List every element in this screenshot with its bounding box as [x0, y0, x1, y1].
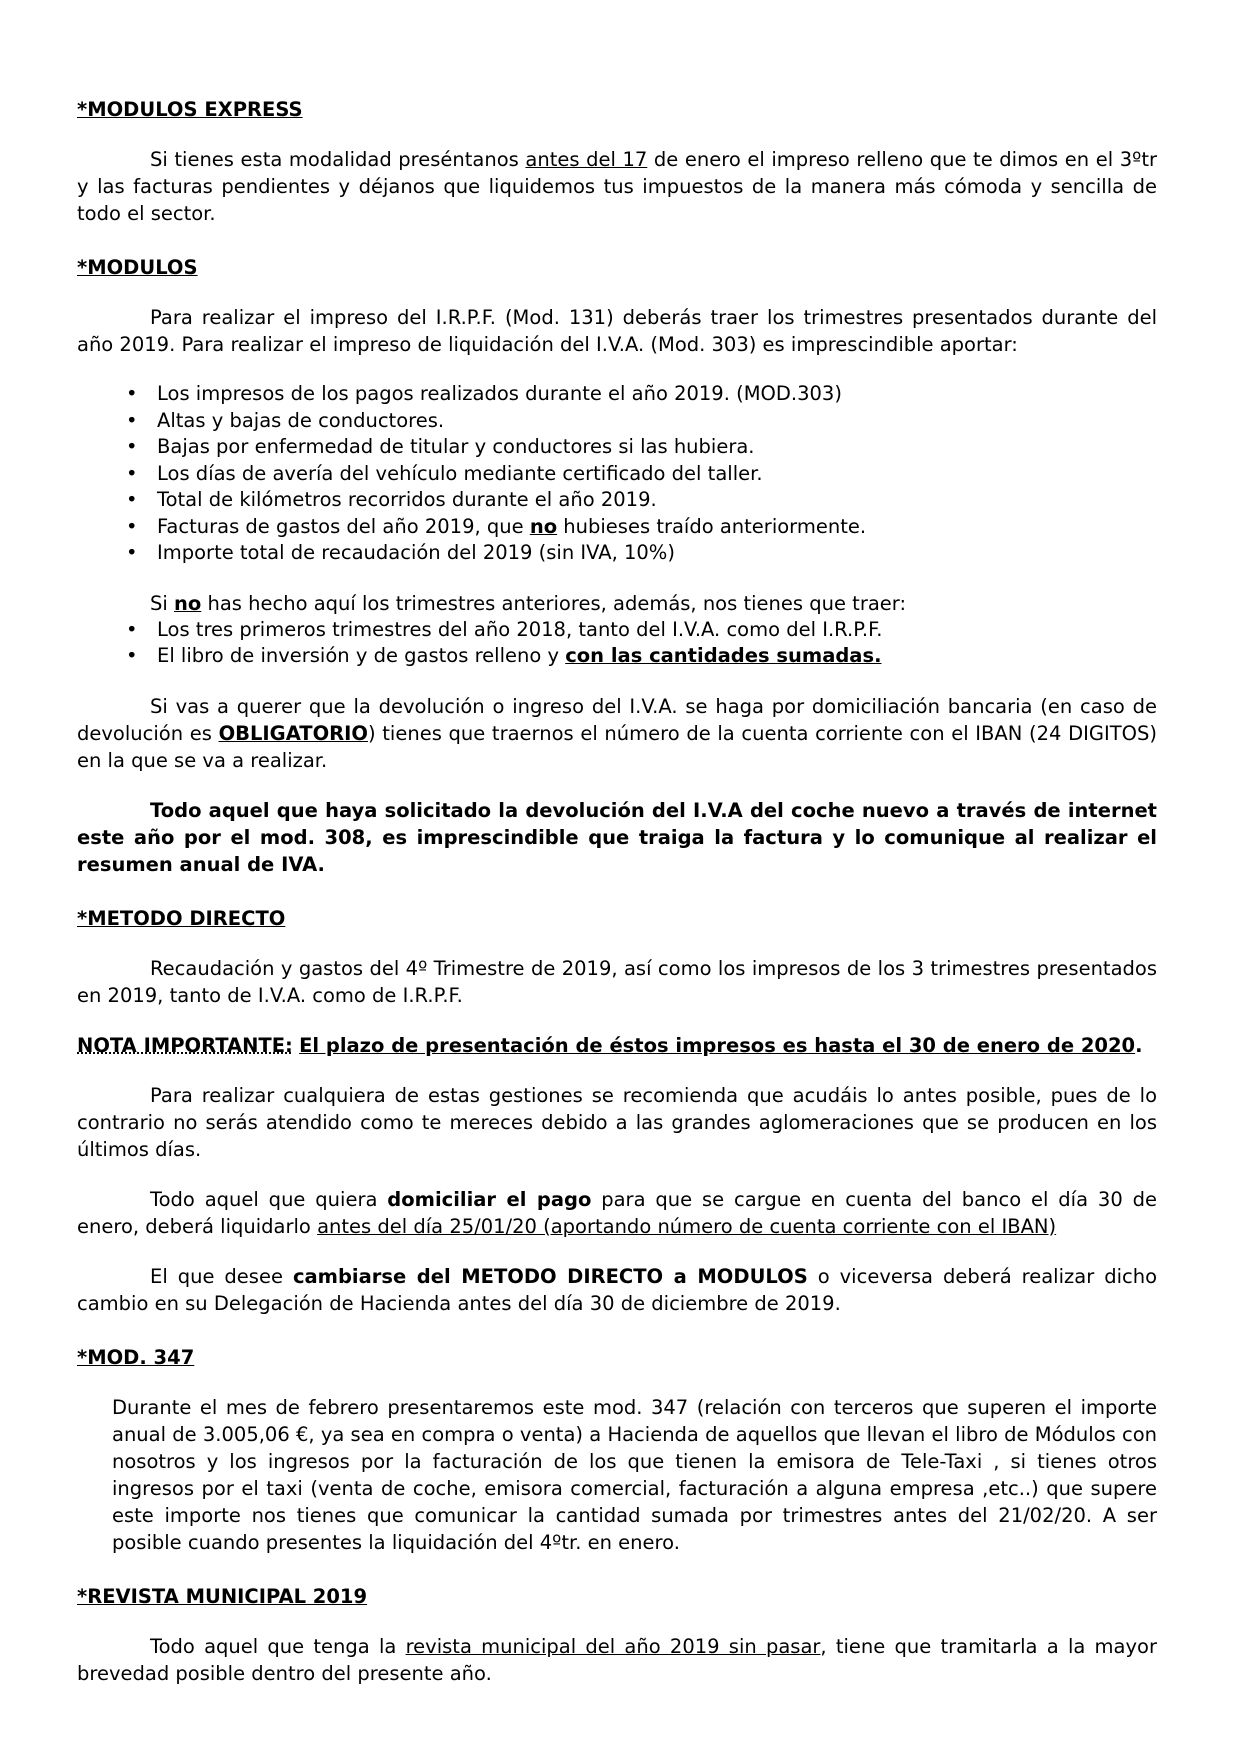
payment-domiciliation-paragraph	[77, 1186, 1157, 1240]
underlined-revista: revista municipal del año 2019 sin pasar	[405, 1634, 821, 1658]
extra-requirements-list	[77, 617, 1157, 670]
list-item-text: Total de kilómetros recorridos durante el año 2019.	[157, 488, 657, 511]
mod-308-notice: Todo aquel que haya solicitado la devolución del I.V.A del coche nuevo a través de internet este año por el mod. 308, es imprescindible que traiga la factura y lo comunique al realizar el resumen anual de IVA.	[77, 798, 1157, 876]
text-run: Si tienes esta modalidad preséntanos	[150, 148, 526, 171]
list-item	[77, 540, 1157, 567]
list-item-text: Bajas por enfermedad de titular y conductores si las hubiera.	[157, 435, 755, 458]
emphasis-domiciliar: domiciliar el pago	[387, 1187, 592, 1211]
change-method-paragraph	[77, 1263, 1157, 1317]
bullet-icon: •	[126, 514, 138, 538]
previous-quarters-paragraph	[77, 590, 1157, 617]
text-run: Todo aquel que tenga la	[150, 1634, 406, 1658]
directo-paragraph: Recaudación y gastos del 4º Trimestre de 2019, así como los impresos de los 3 trimestres presentados en 2019, tanto de I.V.A. como de I.R.P.F.	[77, 956, 1157, 1007]
list-item	[77, 461, 1157, 488]
bullet-icon: •	[126, 382, 138, 405]
text-run: El libro de inversión y de gastos relleno y	[157, 644, 566, 667]
emphasis-summed-amounts: con las cantidades sumadas.	[565, 644, 882, 667]
emphasis-obligatorio: OBLIGATORIO	[218, 721, 368, 745]
modulos-intro-paragraph: Para realizar el impreso del I.R.P.F. (Mod. 131) deberás traer los trimestres presentados durante del año 2019. Para realizar el impreso de liquidación del I.V.A. (Mod. 303) es imprescindible aportar:	[77, 306, 1157, 356]
text-run: El que desee	[150, 1264, 293, 1288]
bank-domiciliation-paragraph	[77, 693, 1157, 774]
list-item	[77, 643, 1157, 670]
list-item	[77, 514, 1157, 541]
text-run: Si vas a querer que la devolución o ingreso del I.V.A. se haga por domiciliación bancaria (en caso de devolución es	[77, 694, 1157, 745]
list-item	[77, 434, 1157, 461]
text-run: hubieses traído anteriormente.	[557, 514, 867, 538]
section-heading-modulos: *MODULOS	[77, 256, 198, 279]
underlined-deadline: antes del día 25/01/20 (aportando número de cuenta corriente con el IBAN)	[317, 1214, 1057, 1238]
text-run: , tiene que tramitarla a la mayor brevedad posible dentro del presente año.	[77, 1634, 1157, 1685]
list-item	[77, 408, 1157, 435]
list-item-text: Altas y bajas de conductores.	[157, 408, 445, 432]
recommendation-paragraph: Para realizar cualquiera de estas gestiones se recomienda que acudáis lo antes posible, pues de lo contrario no serás atendido como te mereces debido a las grandes aglomeraciones que se producen en los últimos días.	[77, 1083, 1157, 1161]
text-run: ) tienes que traernos el número de la cuenta corriente con el IBAN (24 DIGITOS) en la que se va a realizar.	[77, 721, 1157, 772]
bullet-icon: •	[126, 617, 138, 641]
bullet-icon: •	[126, 461, 138, 485]
underlined-deadline: antes del 17	[525, 148, 648, 171]
bullet-icon: •	[126, 435, 138, 458]
document-page	[77, 96, 1157, 1687]
list-item	[77, 381, 1157, 408]
section-heading-mod-347: *MOD. 347	[77, 1345, 195, 1369]
section-heading-modulos-express: *MODULOS EXPRESS	[77, 98, 303, 121]
text-run: de enero el impreso relleno que te dimos en el 3ºtr y las facturas pendientes y déjanos que liquidemos tus impuestos de la manera más cómoda y sencilla de todo el sector.	[77, 148, 1157, 225]
section-heading-metodo-directo: *METODO DIRECTO	[77, 906, 286, 930]
list-item	[77, 487, 1157, 514]
text-run: has hecho aquí los trimestres anteriores, además, nos tienes que traer:	[201, 591, 907, 615]
list-item-text: Los días de avería del vehículo mediante certificado del taller.	[157, 461, 763, 485]
bullet-icon: •	[126, 408, 138, 432]
list-item-text: Los tres primeros trimestres del año 2018, tanto del I.V.A. como del I.R.P.F.	[157, 617, 883, 641]
text-run: Si	[150, 591, 174, 615]
section-heading-revista-municipal: *REVISTA MUNICIPAL 2019	[77, 1584, 368, 1608]
emphasis-no: no	[529, 514, 558, 538]
important-note	[77, 1032, 1157, 1059]
list-item	[77, 617, 1157, 644]
text-run: .	[1135, 1033, 1143, 1057]
text-run: Facturas de gastos del año 2019, que	[157, 514, 530, 538]
emphasis-change-method: cambiarse del METODO DIRECTO a MODULOS	[292, 1264, 808, 1288]
bullet-icon: •	[126, 541, 138, 564]
text-run: Todo aquel que quiera	[150, 1187, 388, 1211]
text-run: para que se cargue en cuenta del banco el día 30 de enero, deberá liquidarlo	[77, 1187, 1157, 1238]
bullet-icon: •	[126, 644, 138, 667]
note-label: NOTA IMPORTANTE:	[77, 1033, 293, 1057]
mod-347-paragraph: Durante el mes de febrero presentaremos este mod. 347 (relación con terceros que superen el importe anual de 3.005,06 €, ya sea en compra o venta) a Hacienda de aquellos que llevan el libro de Módulos con nosotros y los ingresos por la facturación de los que tienen la emisora de Tele-Taxi , si tienes otros ingresos por el taxi (venta de coche, emisora comercial, facturación a alguna empresa ,etc..) que supere este importe nos tienes que comunicar la cantidad sumada por trimestres antes del 21/02/20. A ser posible cuando presentes la liquidación del 4ºtr. en enero.	[112, 1395, 1157, 1554]
list-item-text: Los impresos de los pagos realizados durante el año 2019. (MOD.303)	[157, 382, 842, 405]
requirements-list	[77, 381, 1157, 567]
list-item-text: Importe total de recaudación del 2019 (sin IVA, 10%)	[157, 541, 675, 564]
bullet-icon: •	[126, 488, 138, 511]
text-run: o viceversa deberá realizar dicho cambio en su Delegación de Hacienda antes del día 30 de diciembre de 2019.	[77, 1264, 1157, 1315]
emphasis-no: no	[174, 591, 202, 615]
note-deadline: El plazo de presentación de éstos impresos es hasta el 30 de enero de 2020	[299, 1033, 1136, 1057]
express-paragraph	[77, 146, 1157, 227]
revista-paragraph	[77, 1633, 1157, 1687]
